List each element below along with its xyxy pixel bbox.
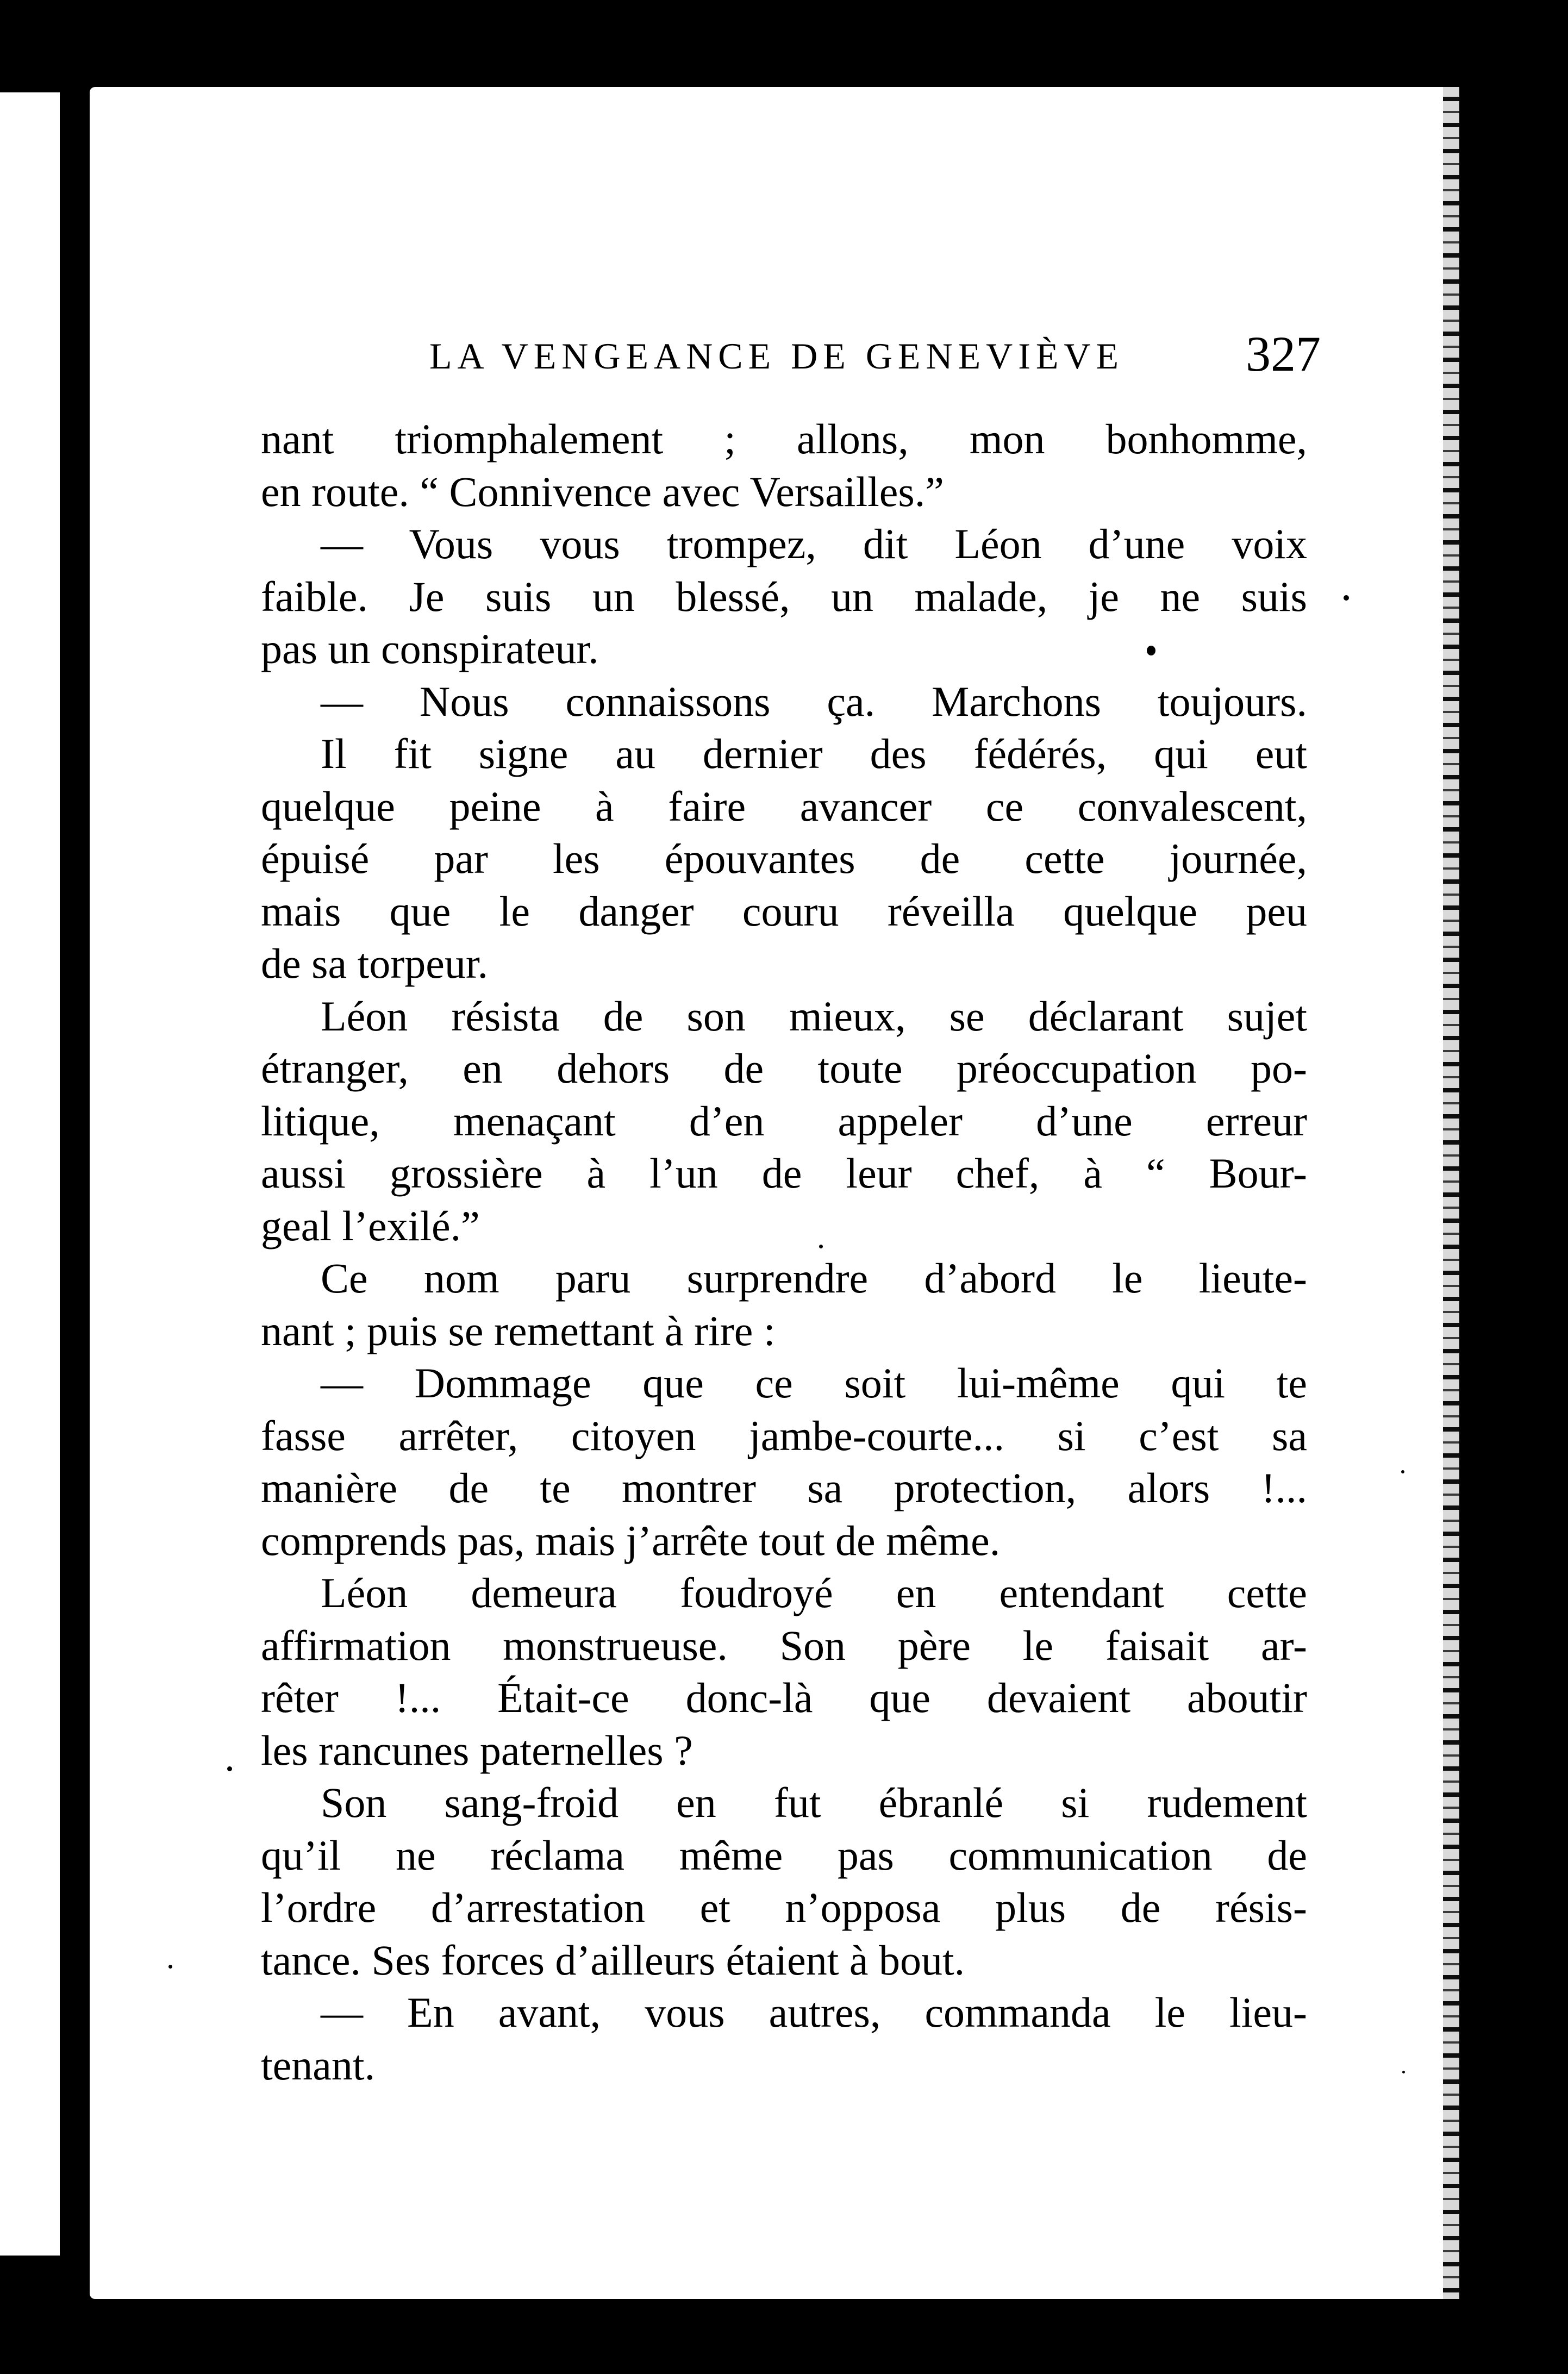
scan-speck	[168, 1965, 172, 1969]
text-line: — Dommage que ce soit lui-même qui te	[321, 1359, 1307, 1407]
text-line: de sa torpeur.	[261, 940, 489, 987]
text-line: — Nous connaissons ça. Marchons toujours.	[321, 677, 1307, 725]
text-line: pas un conspirateur.	[261, 625, 599, 672]
text-line: nant ; puis se remettant à rire :	[261, 1307, 776, 1354]
running-head	[429, 325, 1321, 385]
text-line: quelque peine à faire avancer ce convalescent,	[261, 782, 1307, 830]
text-line: comprends pas, mais j’arrête tout de même.	[261, 1516, 1001, 1564]
text-line: faible. Je suis un blessé, un malade, je ne suis	[261, 572, 1307, 620]
text-line: l’ordre d’arrestation et n’opposa plus de résis-	[261, 1884, 1307, 1931]
text-line: Son sang-froid en fut ébranlé si rudement	[321, 1779, 1307, 1826]
page-number: 327	[1246, 326, 1321, 382]
text-line: manière de te montrer sa protection, alors !...	[261, 1464, 1307, 1511]
text-line: rêter !... Était-ce donc-là que devaient aboutir	[261, 1674, 1307, 1721]
text-line: — En avant, vous autres, commanda le lieu-	[321, 1989, 1307, 2036]
text-line: geal l’exilé.”	[261, 1202, 480, 1250]
right-page-edge	[1443, 87, 1459, 2299]
text-line: Léon résista de son mieux, se déclarant sujet	[321, 992, 1307, 1040]
text-line: affirmation monstrueuse. Son père le faisait ar-	[261, 1621, 1307, 1669]
text-line: Il fit signe au dernier des fédérés, qui eut	[321, 730, 1307, 777]
left-page-edge	[0, 92, 60, 2256]
text-line: qu’il ne réclama même pas communication de	[261, 1831, 1307, 1879]
text-line: Ce nom paru surprendre d’abord le lieute-	[321, 1254, 1307, 1302]
text-line: — Vous vous trompez, dit Léon d’une voix	[321, 520, 1307, 567]
text-line: les rancunes paternelles ?	[261, 1726, 693, 1774]
text-line: fasse arrêter, citoyen jambe-courte... si c’est sa	[261, 1411, 1307, 1459]
scan-speck	[227, 1766, 232, 1771]
text-line: mais que le danger couru réveilla quelque peu	[261, 887, 1307, 935]
text-line: étranger, en dehors de toute préoccupation po-	[261, 1045, 1307, 1092]
text-line: en route. “ Connivence avec Versailles.”	[261, 467, 944, 515]
text-line: aussi grossière à l’un de leur chef, à “ Bour-	[261, 1149, 1307, 1197]
text-line: tenant.	[261, 2041, 376, 2089]
scan-speck	[1402, 2071, 1405, 2073]
text-line: épuisé par les épouvantes de cette journée,	[261, 835, 1307, 882]
running-title: LA VENGEANCE DE GENEVIÈVE	[429, 335, 1125, 377]
text-line: tance. Ses forces d’ailleurs étaient à bout.	[261, 1936, 965, 1984]
text-line: Léon demeura foudroyé en entendant cette	[321, 1569, 1307, 1616]
scan-speck	[819, 1245, 823, 1248]
scan-speck	[1401, 1470, 1404, 1473]
text-line: nant triomphalement ; allons, mon bonhomme,	[261, 415, 1307, 463]
body-text	[261, 413, 1307, 2091]
scan-speck	[1344, 595, 1349, 601]
scan-speck	[1147, 646, 1155, 655]
text-line: litique, menaçant d’en appeler d’une erreur	[261, 1097, 1307, 1145]
